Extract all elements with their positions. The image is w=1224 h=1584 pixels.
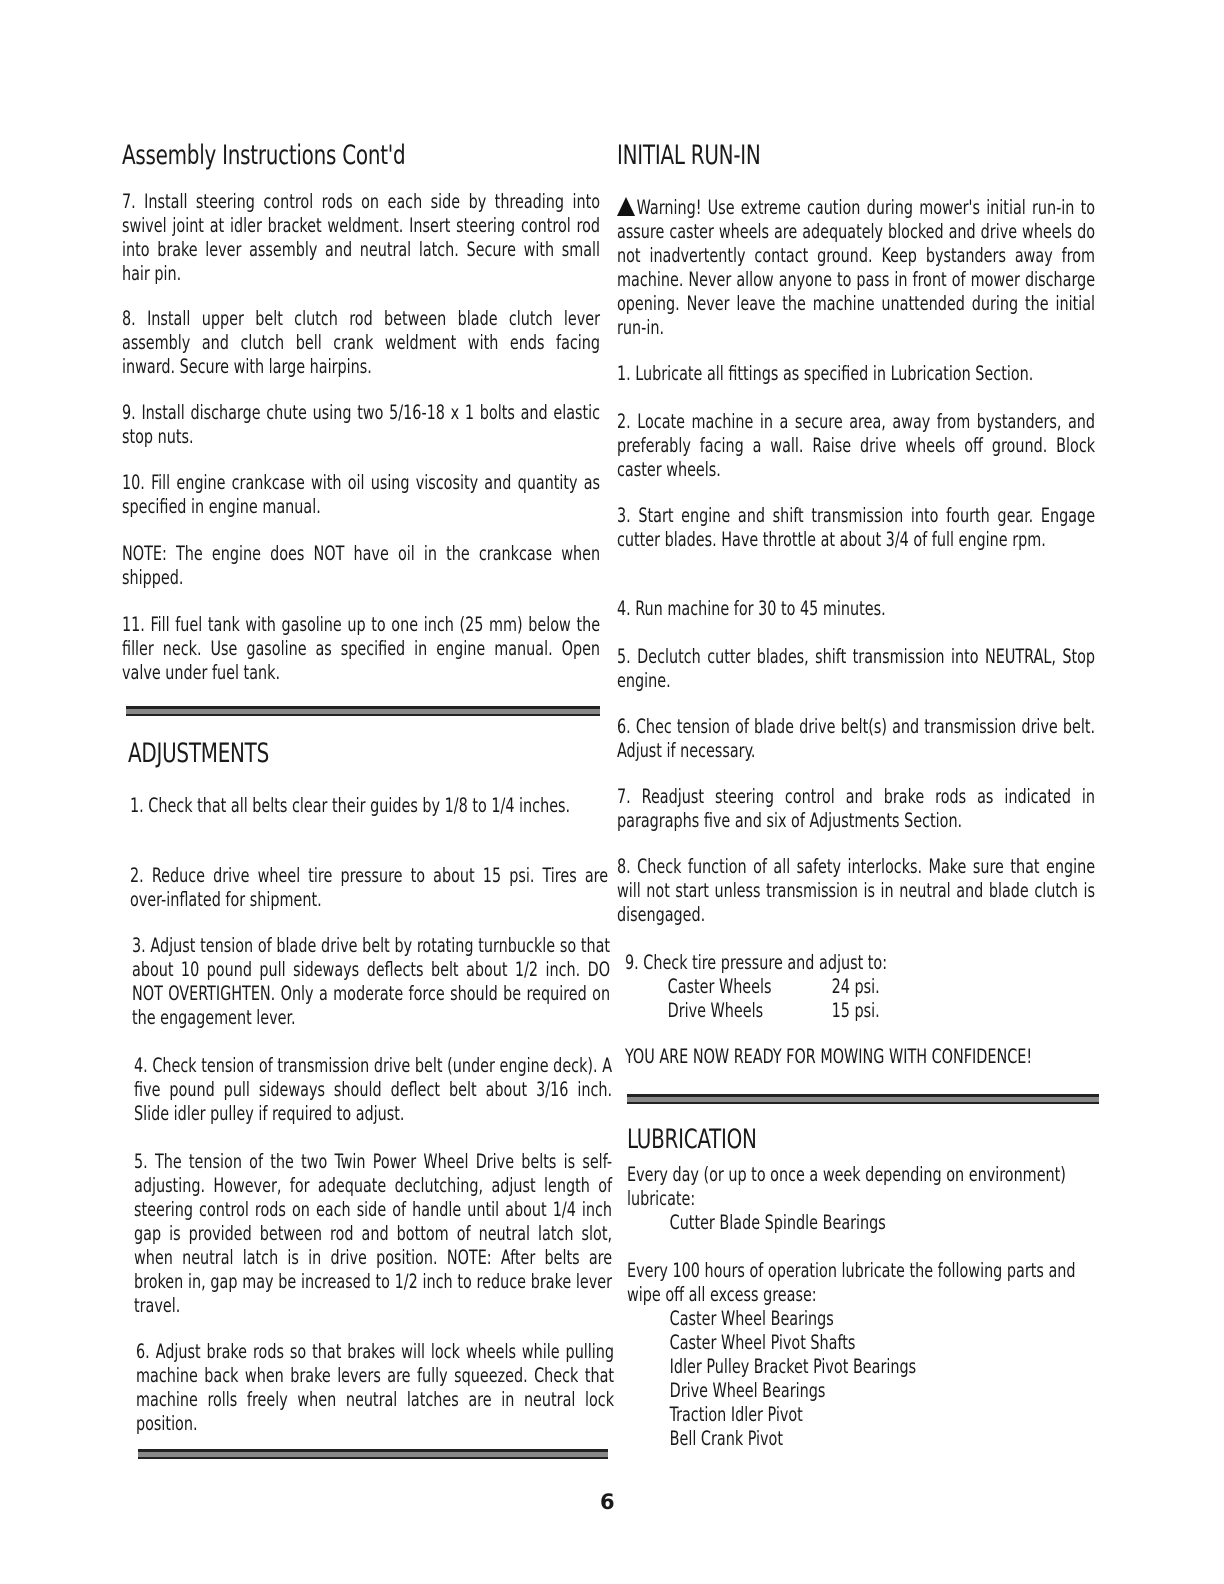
lub-item: Idler Pulley Bracket Pivot Bearings xyxy=(669,1355,917,1378)
section-divider xyxy=(126,706,600,716)
lub-item: Bell Crank Pivot xyxy=(669,1427,783,1450)
adjustment-item-6: 6. Adjust brake rods so that brakes will lock wheels while pulling machine back when brake levers are fully squeezed. Check that machine rolls freely when neutral latches are in neutral lock position. xyxy=(136,1340,615,1435)
lub-daily xyxy=(627,1163,1105,1235)
runin-item-5: 5. Declutch cutter blades, shift transmission into NEUTRAL, Stop engine. xyxy=(617,645,1096,692)
assembly-item-7: 7. Install steering control rods on each side by threading into swivel joint at idler bracket weldment. Insert steering control rod into brake lever assembly and neutral latch. Secure with small hair pin. xyxy=(122,190,601,285)
assembly-title: Assembly Instructions Cont'd xyxy=(122,140,406,171)
lub-item: Cutter Blade Spindle Bearings xyxy=(669,1211,886,1234)
warning-paragraph xyxy=(617,196,1095,340)
runin-item-2: 2. Locate machine in a secure area, away from bystanders, and preferably facing a wall. Raise drive wheels off ground. Block caster wheels. xyxy=(617,410,1096,481)
assembly-item-11: 11. Fill fuel tank with gasoline up to one inch (25 mm) below the filler neck. Use gasoline as specified in engine manual. Open valve under fuel tank. xyxy=(122,613,601,684)
lub-item: Caster Wheel Bearings xyxy=(669,1307,834,1330)
warning-text: Use extreme caution during mower's initial run-in to assure caster wheels are adequately blocked and drive wheels do not inadvertently contact ground. Keep bystanders away from machine. Never allow anyone to pass in front of mower discharge opening. Never leave the machine unattended during the initial run-in. xyxy=(617,196,1096,339)
lub-100-hours xyxy=(627,1259,1105,1451)
adjustment-item-4: 4. Check tension of transmission drive belt (under engine deck). A five pound pull sideways should deflect belt about 3/16 inch. Slide idler pulley if required to adjust. xyxy=(134,1054,613,1125)
assembly-item-10: 10. Fill engine crankcase with oil using viscosity and quantity as specified in engine manual. xyxy=(122,471,601,518)
lub-item: Caster Wheel Pivot Shafts xyxy=(669,1331,856,1354)
warning-label: Warning! xyxy=(636,196,702,219)
runin-item-4: 4. Run machine for 30 to 45 minutes. xyxy=(617,597,886,620)
page-number: 6 xyxy=(600,1490,615,1514)
runin-item-6: 6. Chec tension of blade drive belt(s) and transmission drive belt. Adjust if necessary. xyxy=(617,715,1096,762)
warning-triangle-icon xyxy=(617,197,635,216)
tire-row-drive: Drive Wheels 15 psi. xyxy=(667,999,880,1022)
section-divider xyxy=(627,1094,1099,1104)
runin-item-8: 8. Check function of all safety interlocks. Make sure that engine will not start unless transmission is in neutral and blade clutch is disengaged. xyxy=(617,855,1096,926)
adjustments-title: ADJUSTMENTS xyxy=(128,738,270,769)
adjustment-item-5: 5. The tension of the two Twin Power Wheel Drive belts is self-adjusting. However, for adequate declutching, adjust length of steering control rods on each side of handle until about 1/4 inch gap is provided between rod and bottom of neutral latch slot, when neutral latch is in drive position. NOTE: After belts are broken in, gap may be increased to 1/2 inch to reduce brake lever travel. xyxy=(134,1150,613,1317)
lub-item: Traction Idler Pivot xyxy=(669,1403,803,1426)
adjustment-item-2: 2. Reduce drive wheel tire pressure to about 15 psi. Tires are over-inflated for shipment. xyxy=(130,864,609,911)
runin-item-3: 3. Start engine and shift transmission into fourth gear. Engage cutter blades. Have throttle at about 3/4 of full engine rpm. xyxy=(617,504,1096,551)
lub-daily-intro: Every day (or up to once a week depending on environment) lubricate: xyxy=(627,1163,1066,1210)
runin-item-1: 1. Lubricate all fittings as specified in Lubrication Section. xyxy=(617,362,1034,385)
adjustment-item-3: 3. Adjust tension of blade drive belt by rotating turnbuckle so that about 10 pound pull sideways deflects belt about 1/2 inch. DO NOT OVERTIGHTEN. Only a moderate force should be required on the engagement lever. xyxy=(132,934,611,1029)
assembly-note: NOTE: The engine does NOT have oil in the crankcase when shipped. xyxy=(122,542,601,589)
section-divider xyxy=(138,1449,608,1459)
assembly-item-8: 8. Install upper belt clutch rod between blade clutch lever assembly and clutch bell crank weldment with ends facing inward. Secure with large hairpins. xyxy=(122,307,601,378)
lub-100-intro: Every 100 hours of operation lubricate the following parts and wipe off all excess grease: xyxy=(627,1259,1076,1306)
runin-title: INITIAL RUN-IN xyxy=(617,140,761,171)
tire-intro: 9. Check tire pressure and adjust to: xyxy=(625,951,888,974)
runin-item-7: 7. Readjust steering control and brake rods as indicated in paragraphs five and six of Adjustments Section. xyxy=(617,785,1096,832)
assembly-item-9: 9. Install discharge chute using two 5/16-18 x 1 bolts and elastic stop nuts. xyxy=(122,401,601,448)
tire-row-caster: Caster Wheels 24 psi. xyxy=(667,975,880,998)
adjustment-item-1: 1. Check that all belts clear their guides by 1/8 to 1/4 inches. xyxy=(130,794,571,817)
lubrication-title: LUBRICATION xyxy=(627,1124,757,1155)
runin-item-9 xyxy=(625,951,1103,1023)
ready-text: YOU ARE NOW READY FOR MOWING WITH CONFIDENCE! xyxy=(625,1045,1033,1068)
lub-item: Drive Wheel Bearings xyxy=(669,1379,826,1402)
